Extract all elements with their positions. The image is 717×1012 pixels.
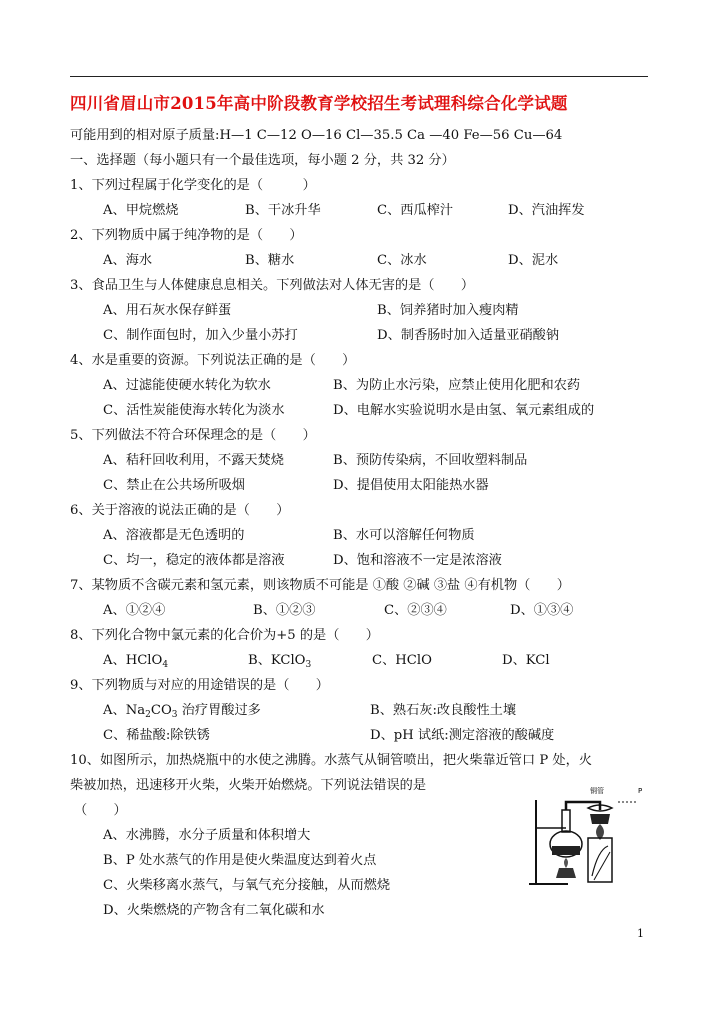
q5-option-b: B、预防传染病，不回收塑料制品 (333, 453, 528, 468)
lamp-flame (564, 858, 568, 868)
q10-stem-line2: 柴被加热，迅速移开火柴，火柴开始燃烧。下列说法错误的是 (70, 778, 427, 793)
q9-stem: 9、下列物质与对应的用途错误的是（ ） (70, 678, 329, 693)
q5-option-c: C、禁止在公共场所吸烟 (103, 478, 245, 493)
q9-option-c: C、稀盐酸:除铁锈 (103, 728, 210, 743)
q2-option-a: A、海水 (103, 253, 153, 268)
q7-option-d: D、①③④ (510, 603, 574, 618)
q4-option-d: D、电解水实验说明水是由氢、氧元素组成的 (333, 403, 595, 418)
q5-stem: 5、下列做法不符合环保理念的是（ ） (70, 428, 316, 443)
q3-option-b: B、饲养猪时加入瘦肉精 (377, 303, 519, 318)
burner-detail (592, 846, 608, 876)
q5-option-a: A、秸秆回收利用，不露天焚烧 (103, 453, 284, 468)
q2-option-c: C、冰水 (377, 253, 427, 268)
q6-stem: 6、关于溶液的说法正确的是（ ） (70, 503, 290, 518)
q8-stem: 8、下列化合物中氯元素的化合价为+5 的是（ ） (70, 628, 379, 643)
q9-option-b: B、熟石灰:改良酸性土壤 (370, 703, 517, 718)
q6-option-d: D、饱和溶液不一定是浓溶液 (333, 553, 502, 568)
q5-option-d: D、提倡使用太阳能热水器 (333, 478, 489, 493)
q3-option-c: C、制作面包时，加入少量小苏打 (103, 328, 298, 343)
q10-stem-line1: 10、如图所示，加热烧瓶中的水使之沸腾。水蒸气从铜管喷出，把火柴靠近管口 P 处，火 (70, 753, 592, 768)
q8-option-b: B、KClO$_3$ (248, 653, 312, 670)
q8-option-d: D、KCl (502, 653, 550, 668)
burner-hatch (594, 852, 610, 880)
q9-option-d: D、pH 试纸:测定溶液的酸碱度 (370, 728, 555, 743)
q8-option-a: A、HClO$_4$ (103, 653, 169, 670)
q10-answer-paren: （ ） (74, 803, 127, 818)
q4-option-a: A、过滤能使硬水转化为软水 (103, 378, 271, 393)
q1-stem: 1、下列过程属于化学变化的是（ ） (70, 178, 316, 193)
p-label: P (638, 787, 643, 795)
q8-option-c: C、HClO (372, 653, 432, 668)
alcohol-lamp (556, 868, 576, 878)
q9-option-a: A、$Na_2CO_3$ 治疗胃酸过多 (103, 703, 261, 720)
q1-option-c: C、西瓜榨汁 (377, 203, 454, 218)
q7-option-b: B、①②③ (253, 603, 316, 618)
q1-option-b: B、干冰升华 (245, 203, 321, 218)
q10-option-c: C、火柴移离水蒸气，与氧气充分接触，从而燃烧 (103, 878, 391, 893)
q2-stem: 2、下列物质中属于纯净物的是（ ） (70, 228, 303, 243)
q10-option-d: D、火柴燃烧的产物含有二氧化碳和水 (103, 903, 325, 918)
q2-option-d: D、泥水 (508, 253, 559, 268)
section-heading: 一、选择题（每小题只有一个最佳选项，每小题 2 分，共 32 分） (70, 153, 455, 168)
q6-option-c: C、均一，稳定的液体都是溶液 (103, 553, 285, 568)
q7-option-a: A、①②④ (103, 603, 166, 618)
q1-option-a: A、甲烷燃烧 (103, 203, 179, 218)
header-rule (70, 76, 648, 77)
q4-option-c: C、活性炭能使海水转化为淡水 (103, 403, 285, 418)
flask-water (552, 846, 580, 855)
q3-stem: 3、食品卫生与人体健康息息相关。下列做法对人体无害的是（ ） (70, 278, 475, 293)
q7-option-c: C、②③④ (384, 603, 447, 618)
page-title: 四川省眉山市2015年高中阶段教育学校招生考试理科综合化学试题 (70, 94, 568, 113)
q6-option-b: B、水可以溶解任何物质 (333, 528, 475, 543)
q1-option-d: D、汽油挥发 (508, 203, 585, 218)
q7-stem: 7、某物质不含碳元素和氢元素，则该物质不可能是 ①酸 ②碱 ③盐 ④有机物（ ） (70, 578, 570, 593)
apparatus-figure (528, 780, 650, 886)
q10-option-a: A、水沸腾，水分子质量和体积增大 (103, 828, 311, 843)
heating-block (590, 814, 610, 824)
q2-option-b: B、糖水 (245, 253, 295, 268)
page-number: 1 (637, 927, 644, 940)
atomic-masses: 可能用到的相对原子质量:H—1 C—12 O—16 Cl—35.5 Ca —40 Fe—56 Cu—64 (70, 128, 563, 143)
q10-option-b: B、P 处水蒸气的作用是使火柴温度达到着火点 (103, 853, 377, 868)
q4-option-b: B、为防止水污染，应禁止使用化肥和农药 (333, 378, 581, 393)
q3-option-a: A、用石灰水保存鲜蛋 (103, 303, 232, 318)
tube-label: 铜管 (590, 787, 604, 795)
q3-option-d: D、制香肠时加入适量亚硝酸钠 (377, 328, 560, 343)
q4-stem: 4、水是重要的资源。下列说法正确的是（ ） (70, 353, 356, 368)
q6-option-a: A、溶液都是无色透明的 (103, 528, 245, 543)
